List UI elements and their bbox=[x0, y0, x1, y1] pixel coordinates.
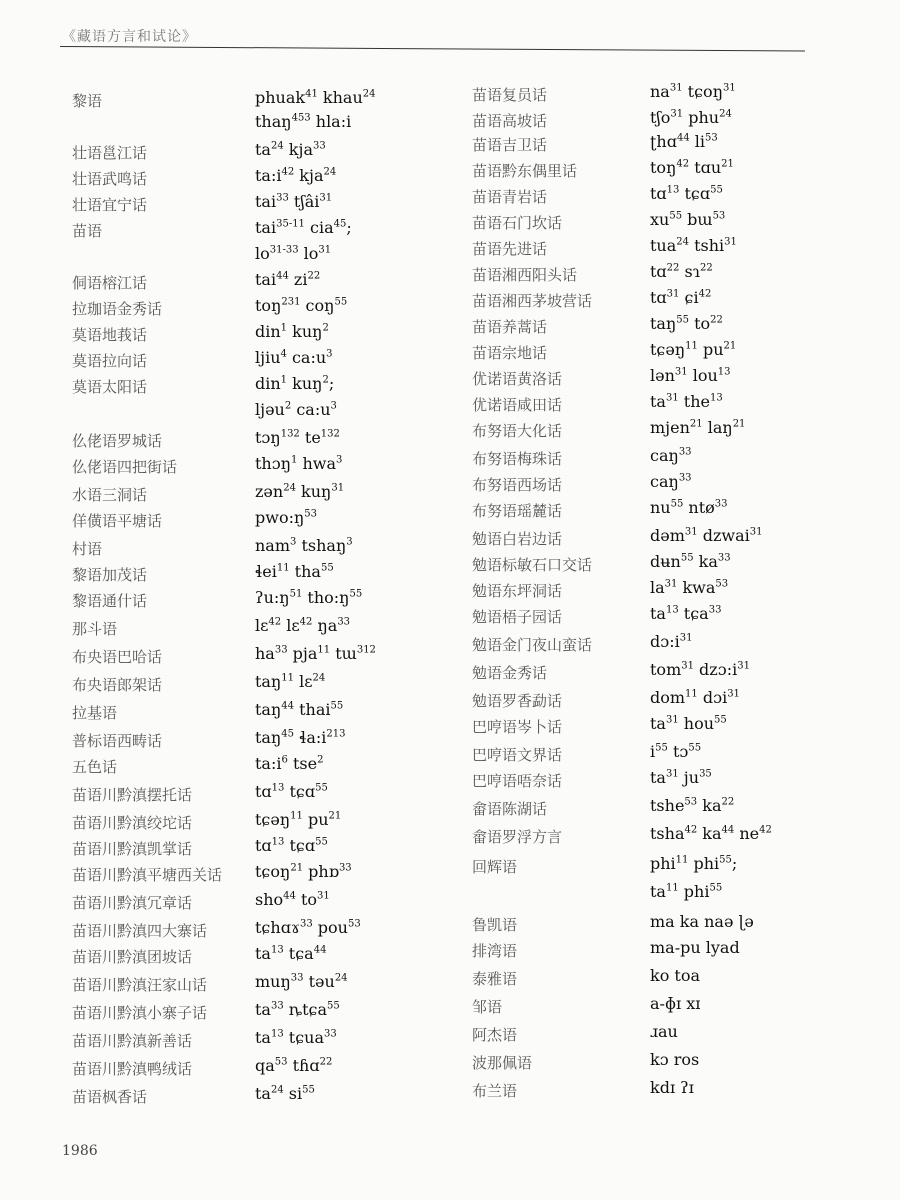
word-form: tua$^{24}$ tshi$^{31}$ bbox=[650, 236, 737, 255]
word-form: sho$^{44}$ $to^{31}$ bbox=[255, 890, 330, 909]
language-name: 勉语标敏石口交话 bbox=[472, 556, 593, 574]
language-name: 排湾语 bbox=[472, 942, 518, 960]
word-form: dəm$^{31}$ dzwai$^{31}$ bbox=[650, 526, 763, 545]
language-name: 勉语金门夜山蛮话 bbox=[472, 636, 593, 654]
word-form: dom$^{11}$ dɔi$^{31}$ bbox=[650, 688, 740, 707]
language-name: 勉语金秀话 bbox=[472, 664, 548, 682]
language-name: 波那佩语 bbox=[472, 1054, 533, 1072]
language-name: 邹语 bbox=[472, 998, 503, 1016]
language-name: 苗语吉卫话 bbox=[472, 136, 548, 154]
word-form: thɔŋ$^1$ hwa$^3$ bbox=[255, 454, 343, 473]
word-form: tom$^{31}$ $dzɔ:i^{31}$ bbox=[650, 660, 750, 679]
language-name: 苗语石门坎话 bbox=[472, 214, 563, 232]
language-name: 勉语梧子园话 bbox=[472, 608, 563, 626]
word-form: $ta^{31}$ hou$^{55}$ bbox=[650, 714, 727, 733]
word-form: muŋ$^{33}$ təu$^{24}$ bbox=[255, 972, 348, 991]
language-name: 莫语地莪话 bbox=[72, 326, 148, 344]
word-form: taŋ$^{44}$ thai$^{55}$ bbox=[255, 700, 344, 719]
word-form: kɔ ros bbox=[650, 1050, 700, 1069]
language-name: 侗语榕江话 bbox=[72, 274, 148, 292]
language-name: 村语 bbox=[72, 540, 103, 558]
language-name: 泰雅语 bbox=[472, 970, 518, 988]
word-form: ko toa bbox=[650, 966, 701, 985]
language-name: 拉基语 bbox=[72, 704, 118, 722]
word-form: tɕhɑɤ$^{33}$ pou$^{53}$ bbox=[255, 918, 361, 937]
word-form: $ta^{11}$ phi$^{55}$ bbox=[650, 882, 723, 901]
word-form: tai$^{44}$ $zi^{22}$ bbox=[255, 270, 321, 289]
word-form: $ta^{24}$ $si^{55}$ bbox=[255, 1084, 315, 1103]
language-name: 苗语青岩话 bbox=[472, 188, 548, 206]
language-name: 佯僙语平塘话 bbox=[72, 512, 163, 530]
word-form: tɕəŋ$^{11}$ $pu^{21}$ bbox=[255, 810, 342, 829]
language-name: 苗语川黔滇冗章话 bbox=[72, 894, 193, 912]
word-form: taŋ$^{45}$ $ɬa:i^{213}$ bbox=[255, 728, 346, 747]
word-form: phi$^{11}$ phi$^{55}$; bbox=[650, 854, 738, 873]
language-name: 苗语川黔滇小寨子话 bbox=[72, 1004, 208, 1022]
language-name: 勉语白岩边话 bbox=[472, 530, 563, 548]
language-name: 鲁凯语 bbox=[472, 916, 518, 934]
word-form: lən$^{31}$ lou$^{13}$ bbox=[650, 366, 731, 385]
language-name: 苗语川黔滇汪家山话 bbox=[72, 976, 208, 994]
language-name: 五色话 bbox=[72, 758, 118, 776]
language-name: 苗语复员话 bbox=[472, 86, 548, 104]
word-form: $ʔu:ŋ^{51}$ $tho:ŋ^{55}$ bbox=[255, 588, 363, 607]
word-form: dʉn$^{55}$ $ka^{33}$ bbox=[650, 552, 731, 571]
language-name: 回辉语 bbox=[472, 858, 518, 876]
word-form: $na^{31}$ tɕoŋ$^{31}$ bbox=[650, 82, 736, 101]
language-name: 畲语陈湖话 bbox=[472, 800, 548, 818]
word-form: $pwo:ŋ^{53}$ bbox=[255, 508, 317, 527]
language-name: 苗语川黔滇团坡话 bbox=[72, 948, 193, 966]
language-name: 畲语罗浮方言 bbox=[472, 828, 563, 846]
word-form: ʈhɑ$^{44}$ $li^{53}$ bbox=[650, 132, 718, 151]
language-name: 苗语川黔滇绞坨话 bbox=[72, 814, 193, 832]
language-name: 巴哼语唔奈话 bbox=[472, 772, 563, 790]
language-name: 仫佬语四把街话 bbox=[72, 458, 178, 476]
word-form: $xu^{55}$ bɯ$^{53}$ bbox=[650, 210, 726, 229]
word-form: caŋ$^{33}$ bbox=[650, 472, 692, 491]
language-name: 黎语 bbox=[72, 92, 103, 110]
language-name: 苗语养蒿话 bbox=[472, 318, 548, 336]
language-name: 布央语郎架话 bbox=[72, 676, 163, 694]
word-form: mjen$^{21}$ laŋ$^{21}$ bbox=[650, 418, 746, 437]
language-name: 苗语川黔滇四大寨话 bbox=[72, 922, 208, 940]
word-form: $qa^{53}$ tɦɑ$^{22}$ bbox=[255, 1056, 333, 1075]
language-name: 布努语西场话 bbox=[472, 476, 563, 494]
word-form: tɑ$^{22}$ sɿ$^{22}$ bbox=[650, 262, 713, 281]
language-name: 壮语邕江话 bbox=[72, 144, 148, 162]
word-form: ljəu$^2$ $ca:u^3$ bbox=[255, 400, 337, 419]
language-name: 巴哼语文界话 bbox=[472, 746, 563, 764]
language-name: 布央语巴哈话 bbox=[72, 648, 163, 666]
word-form: ɹau bbox=[650, 1022, 678, 1041]
language-name: 布努语梅珠话 bbox=[472, 450, 563, 468]
word-form: $ta^{31}$ $ju^{35}$ bbox=[650, 768, 712, 787]
language-name: 黎语通什话 bbox=[72, 592, 148, 610]
word-form: toŋ$^{231}$ coŋ$^{55}$ bbox=[255, 296, 348, 315]
language-name: 优诺语咸田话 bbox=[472, 396, 563, 414]
word-form: $dɔ:i^{31}$ bbox=[650, 632, 693, 651]
word-form: $ta:i^6$ tse$^2$ bbox=[255, 754, 324, 773]
language-name: 苗语川黔滇新善话 bbox=[72, 1032, 193, 1050]
language-name: 苗语川黔滇摆托话 bbox=[72, 786, 193, 804]
header-rule bbox=[60, 46, 805, 52]
language-name: 阿杰语 bbox=[472, 1026, 518, 1044]
word-form: $la^{31}$ kwa$^{53}$ bbox=[650, 578, 729, 597]
word-form: $ta^{24}$ kja$^{33}$ bbox=[255, 140, 326, 159]
language-name: 苗语枫香话 bbox=[72, 1088, 148, 1106]
language-name: 巴哼语岑卜话 bbox=[472, 718, 563, 736]
word-form: tɑ$^{31}$ ɕi$^{42}$ bbox=[650, 288, 712, 307]
language-name: 水语三洞话 bbox=[72, 486, 148, 504]
language-name: 壮语武鸣话 bbox=[72, 170, 148, 188]
word-form: tɔŋ$^{132}$ $te^{132}$ bbox=[255, 428, 340, 447]
language-name: 苗语川黔滇凯掌话 bbox=[72, 840, 193, 858]
word-form: $ta:i^{42}$ kja$^{24}$ bbox=[255, 166, 337, 185]
word-form: $ta^{13}$ tɕa$^{44}$ bbox=[255, 944, 327, 963]
language-name: 黎语加茂话 bbox=[72, 566, 148, 584]
word-form: tsha$^{42}$ $ka^{44}$ $ne^{42}$ bbox=[650, 824, 772, 843]
language-name: 壮语宜宁话 bbox=[72, 196, 148, 214]
page-number: 1986 bbox=[62, 1143, 98, 1159]
word-form: taŋ$^{55}$ $to^{22}$ bbox=[650, 314, 723, 333]
language-name: 苗语湘西茅坡营话 bbox=[472, 292, 593, 310]
word-form: din$^1$ kuŋ$^2$ bbox=[255, 322, 329, 341]
word-form: tʃo$^{31}$ phu$^{24}$ bbox=[650, 108, 732, 127]
word-form: kdɪ ʔɪ bbox=[650, 1078, 694, 1097]
language-name: 布努语大化话 bbox=[472, 422, 563, 440]
language-name: 苗语先进话 bbox=[472, 240, 548, 258]
word-form: $ta^{33}$ ȵtɕa$^{55}$ bbox=[255, 1000, 340, 1019]
language-name: 苗语黔东偶里话 bbox=[472, 162, 578, 180]
word-form: ma-pu lyad bbox=[650, 938, 740, 957]
language-name: 苗语高坡话 bbox=[472, 112, 548, 130]
language-name: 普标语西畴话 bbox=[72, 732, 163, 750]
language-name: 苗语 bbox=[72, 222, 103, 240]
word-form: nam$^3$ tshaŋ$^3$ bbox=[255, 536, 353, 555]
language-name: 苗语宗地话 bbox=[472, 344, 548, 362]
word-form: ljiu$^4$ $ca:u^3$ bbox=[255, 348, 333, 367]
language-name: 那斗语 bbox=[72, 620, 118, 638]
language-name: 勉语罗香勐话 bbox=[472, 692, 563, 710]
running-header: 《藏语方言和试论》 bbox=[62, 29, 197, 45]
word-form: toŋ$^{42}$ tɑu$^{21}$ bbox=[650, 158, 734, 177]
language-name: 布努语瑶麓话 bbox=[472, 502, 563, 520]
language-name: 莫语拉向话 bbox=[72, 352, 148, 370]
word-form: $i^{55}$ tɔ$^{55}$ bbox=[650, 742, 702, 761]
word-form: $ha^{33}$ pja$^{11}$ tɯ$^{312}$ bbox=[255, 644, 376, 663]
word-form: $ta^{31}$ the$^{13}$ bbox=[650, 392, 723, 411]
word-form: tɑ$^{13}$ tɕɑ$^{55}$ bbox=[650, 184, 723, 203]
language-name: 苗语湘西阳头话 bbox=[472, 266, 578, 284]
word-form: $nu^{55}$ ntø$^{33}$ bbox=[650, 498, 728, 517]
word-form: $lo^{31-33}$ $lo^{31}$ bbox=[255, 244, 332, 263]
word-form: tɕəŋ$^{11}$ $pu^{21}$ bbox=[650, 340, 737, 359]
word-form: tai$^{35-11}$ cia$^{45}$; bbox=[255, 218, 352, 237]
word-form: zən$^{24}$ kuŋ$^{31}$ bbox=[255, 482, 345, 501]
word-form: tɑ$^{13}$ tɕɑ$^{55}$ bbox=[255, 836, 328, 855]
language-name: 优诺语黄洛话 bbox=[472, 370, 563, 388]
language-name: 拉珈语金秀话 bbox=[72, 300, 163, 318]
language-name: 勉语东坪洞话 bbox=[472, 582, 563, 600]
word-form: din$^1$ kuŋ$^2$; bbox=[255, 374, 335, 393]
word-form: tɕoŋ$^{21}$ phɒ$^{33}$ bbox=[255, 862, 352, 881]
word-form: lɛ$^{42}$ lɛ$^{42}$ $ŋa^{33}$ bbox=[255, 616, 351, 635]
language-name: 苗语川黔滇平塘西关话 bbox=[72, 866, 223, 884]
language-name: 苗语川黔滇鸭绒话 bbox=[72, 1060, 193, 1078]
word-form: tshe$^{53}$ $ka^{22}$ bbox=[650, 796, 735, 815]
language-name: 仫佬语罗城话 bbox=[72, 432, 163, 450]
word-form: tɑ$^{13}$ tɕɑ$^{55}$ bbox=[255, 782, 328, 801]
word-form: phuak$^{41}$ khau$^{24}$ bbox=[255, 88, 376, 107]
language-name: 布兰语 bbox=[472, 1082, 518, 1100]
word-form: taŋ$^{11}$ lɛ$^{24}$ bbox=[255, 672, 326, 691]
word-form: caŋ$^{33}$ bbox=[650, 446, 692, 465]
word-form: $ta^{13}$ tɕua$^{33}$ bbox=[255, 1028, 337, 1047]
language-name: 莫语太阳话 bbox=[72, 378, 148, 396]
word-form: ɬei$^{11}$ tha$^{55}$ bbox=[255, 562, 334, 581]
word-form: a-ɸɪ xɪ bbox=[650, 994, 701, 1013]
word-form: tai$^{33}$ tʃâi$^{31}$ bbox=[255, 192, 333, 211]
word-form: $ta^{13}$ tɕa$^{33}$ bbox=[650, 604, 722, 623]
word-form: ma ka naə ɭə bbox=[650, 912, 754, 931]
word-form: thaŋ$^{453}$ hla:i bbox=[255, 112, 352, 131]
